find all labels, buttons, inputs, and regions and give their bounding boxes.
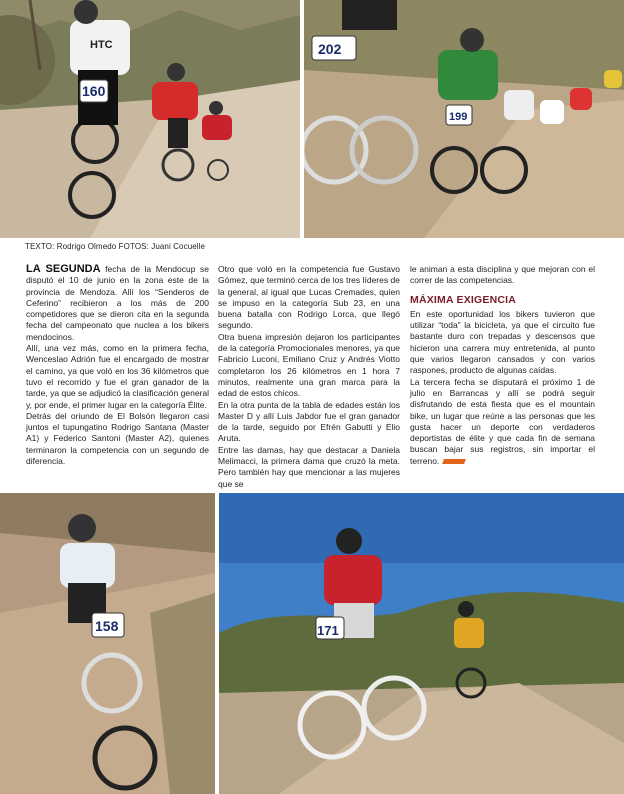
credits-texto: Rodrigo Olmedo xyxy=(56,242,117,251)
photo-bottom-right xyxy=(219,493,624,794)
col1-paragraph-1 xyxy=(26,264,209,343)
credits-fotos: Juani Cocuelle xyxy=(151,242,206,251)
photo-top-right xyxy=(304,0,624,238)
plate-160: 160 xyxy=(82,83,106,99)
col2-paragraph-1: Otro que voló en la competencia fue Gustavo Gómez, que terminó cerca de los tres líderes de la general, al igual que Lucas Cremades, quien se impuso en la categoría Sub 23, en una buena batalla con Rodrigo Lorca, que llegó segundo. xyxy=(218,264,400,331)
col3-paragraph-3 xyxy=(410,377,595,467)
col1-paragraph-2: Allí, una vez más, como en la primera fecha, Wenceslao Adrión fue el encargado de mostrar el camino, ya que voló en los 36 kilómetros que tuvo el recorrido y fue el gran ganador de la tarde, ya que se adjudicó la clasificación general y, por ende, el primer lugar en la categoría Élite. xyxy=(26,343,209,410)
lead-in: LA SEGUNDA xyxy=(26,263,101,275)
col2-paragraph-4: Entre las damas, hay que destacar a Daniela Melimacci, la primera dama que cruzó la meta. Pero también hay que mencionar a las mujeres que se xyxy=(218,444,400,489)
plate-158: 158 xyxy=(95,618,119,634)
end-of-article-mark xyxy=(442,459,466,464)
jersey-text: HTC xyxy=(90,39,113,51)
plate-171: 171 xyxy=(317,623,339,638)
col3-paragraph-1: le animan a esta disciplina y que mejoran con el correr de las competencias. xyxy=(410,264,595,286)
article-column-3 xyxy=(410,264,595,467)
photo-bottom-left xyxy=(0,493,215,794)
article-column-1 xyxy=(26,264,209,467)
col3-p3-text: La tercera fecha se disputará el próximo 1 de julio en Barrancas y allí se podrá seguir disfrutando de esta fiesta que es el mountain bike, un lugar que reúne a las personas que les gusta hacer un deporte con verdaderos deportistas de élite y que cada fin de semana buscan bajar sus registros, sin importar el terreno. xyxy=(410,376,595,466)
photo-credits xyxy=(25,242,205,251)
plate-199: 199 xyxy=(449,111,468,123)
col1-p1-text: fecha de la Mendocup se disputó el 10 de junio en la zona este de la provincia de Mendoza. Allí los “Senderos de Ceferino” recibieron a los más de 200 competidores que se dieron cita en la segunda fecha del campeonato que nuclea a los bikers mendocinos. xyxy=(26,264,209,342)
plate-202: 202 xyxy=(318,41,342,57)
col1-paragraph-3: Detrás del oriundo de El Bolsón llegaron casi juntos el tupungatino Rodrigo Santana (Master A1) y Federico Santoni (Master A2), quienes terminaron la competencia con un segundo de diferencia. xyxy=(26,410,209,467)
col2-paragraph-3: En la otra punta de la tabla de edades están los Master D y allí Luis Jabdor fue el gran ganador de la tarde, seguido por Efrén Gabutti y Elio Aruta. xyxy=(218,399,400,444)
credits-texto-label: TEXTO: xyxy=(25,242,55,251)
col3-paragraph-2: En este oportunidad los bikers tuvieron que utilizar “toda” la bicicleta, ya que el circuito fue bastante duro con trepadas y descensos que hicieron una carrera muy entretenida, al punto que varios llegaron cansados y con varios raspones, producto de algunas caídas. xyxy=(410,308,595,376)
article-column-2 xyxy=(218,264,400,490)
section-subhead: MÁXIMA EXIGENCIA xyxy=(410,293,517,306)
credits-fotos-label: FOTOS: xyxy=(118,242,149,251)
col2-paragraph-2: Otra buena impresión dejaron los participantes de la categoría Promocionales menores, ya que Fabricio Luconi, Emiliano Cruz y Andrés Viotto completaron los 26 kilómetros en 1 hora 7 minutos, realmente una gran marca para la edad de estos chicos. xyxy=(218,331,400,399)
photo-top-left xyxy=(0,0,300,238)
